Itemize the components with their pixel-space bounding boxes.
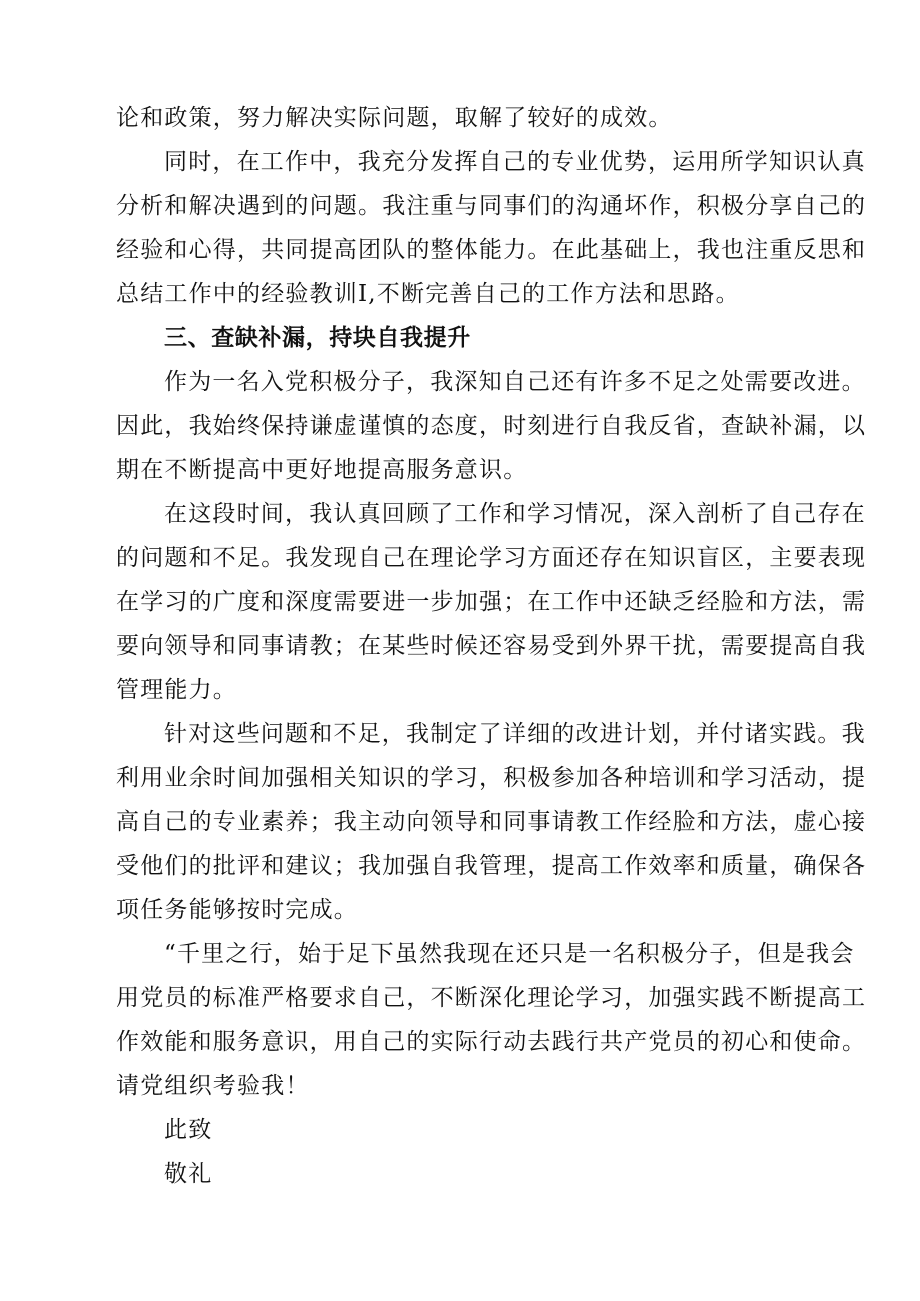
body-line: 分析和解决遇到的问题。我注重与同事们的沟通坏作，积极分享自己的 (116, 193, 867, 219)
body-line: 总结工作中的经验教训I,不断完善自己的工作方法和思路。 (116, 281, 740, 307)
body-line: 期在不断提高中更好地提高服务意识。 (116, 457, 528, 483)
body-line: 论和政策，努力解决实际问题，取解了较好的成效。 (116, 105, 673, 131)
body-line: 项任务能够按时完成。 (116, 897, 358, 923)
body-line: 经验和心得，共同提高团队的整体能力。在此基础上，我也注重反思和 (116, 237, 867, 263)
body-line: 在学习的广度和深度需要进一步加强；在工作中还缺乏经脸和方法，需 (116, 589, 867, 615)
paragraph-first-line: “千里之行，始于足下虽然我现在还只是一名积极分子，但是我会 (164, 941, 855, 967)
closing-salutation: 此致 (164, 1117, 213, 1143)
body-line: 利用业余时间加强相关知识的学习，积极参加各种培训和学习活动，提 (116, 765, 867, 791)
body-line: 因此，我始终保持谦虚谨慎的态度，时刻进行自我反省，查缺补漏，以 (116, 413, 867, 439)
paragraph-first-line: 作为一名入党积极分子，我深知自己还有许多不足之处需要改进。 (164, 369, 866, 395)
body-line: 管理能力。 (116, 677, 237, 703)
body-line: 用党员的标准严格要求自己，不断深化理论学习，加强实践不断提高工 (116, 985, 867, 1011)
paragraph-first-line: 针对这些问题和不足，我制定了详细的改进计划，并付诸实践。我 (164, 721, 866, 747)
body-line: 高自己的专业素养；我主动向领导和同事请教工作经脸和方法，虚心接 (116, 809, 867, 835)
body-line: 作效能和服务意识，用自己的实际行动去践行共产党员的初心和使命。 (116, 1029, 867, 1055)
paragraph-first-line: 同时，在工作中，我充分发挥自己的专业优势，运用所学知识认真 (164, 149, 866, 175)
closing-regards: 敬礼 (164, 1161, 213, 1187)
paragraph-first-line: 在这段时间，我认真回顾了工作和学习情况，深入剖析了自己存在 (164, 501, 866, 527)
body-line: 要向领导和同事请教；在某些时候还容易受到外界干扰，需要提高自我 (116, 633, 867, 659)
body-line: 受他们的批评和建议；我加强自我管理，提高工作效率和质量，确保各 (116, 853, 867, 879)
body-line: 请党组织考验我！ (116, 1073, 310, 1099)
section-heading: 三、查缺补漏，持块自我提升 (164, 325, 471, 351)
body-line: 的问题和不足。我发现自己在理论学习方面还存在知识盲区，主要表现 (116, 545, 867, 571)
